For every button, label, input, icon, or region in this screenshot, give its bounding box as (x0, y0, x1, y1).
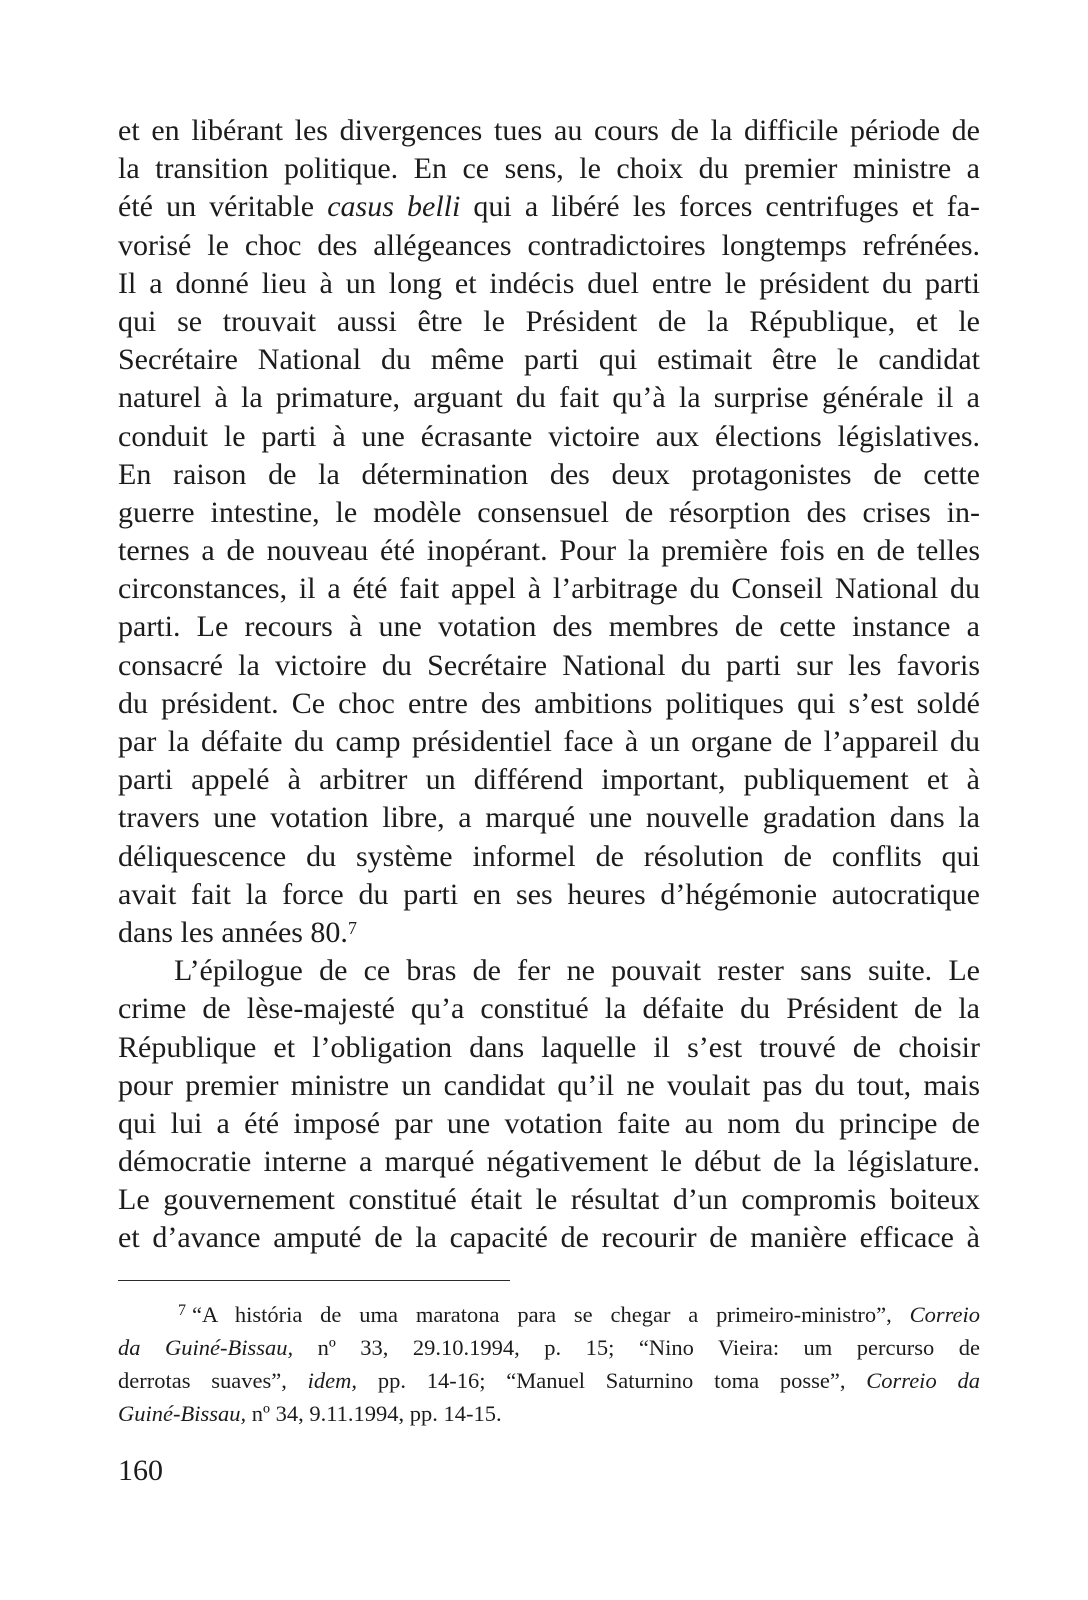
text-line: conduit le parti à une écrasante victoire aux élections législatives. (118, 419, 980, 453)
text-line: du président. Ce choc entre des ambitions politiques qui s’est soldé (118, 686, 980, 720)
footnote (118, 1298, 980, 1430)
text-line: consacré la victoire du Secrétaire National du parti sur les favoris (118, 648, 980, 682)
footnote-line: derrotas suaves”, idem, pp. 14-16; “Manuel Saturnino toma posse”, Correio da (118, 1368, 980, 1393)
text-line: déliquescence du système informel de résolution de conflits qui (118, 839, 980, 873)
footnote-reference[interactable]: 7 (347, 917, 357, 938)
text-line: qui se trouvait aussi être le Président de la République, et le (118, 304, 980, 338)
text-line: et en libérant les divergences tues au cours de la difficile période de (118, 114, 980, 147)
text-line: la transition politique. En ce sens, le choix du premier ministre a (118, 152, 980, 186)
page-number: 160 (118, 1454, 163, 1487)
main-text (118, 112, 980, 1258)
text-line: L’épilogue de ce bras de fer ne pouvait rester sans suite. Le (174, 954, 980, 988)
text-line: qui lui a été imposé par une votation faite au nom du principe de (118, 1106, 980, 1140)
text-line: vorisé le choc des allégeances contradictoires longtemps refrénées. (118, 228, 980, 262)
italic-term: casus belli (327, 190, 461, 224)
text-line: dans les années 80.$^7$ (118, 915, 357, 949)
text-line: Secrétaire National du même parti qui estimait être le candidat (118, 343, 980, 377)
footnote-line: Guiné-Bissau, nº 34, 9.11.1994, pp. 14-15. (118, 1401, 502, 1426)
text-line: guerre intestine, le modèle consensuel de résorption des crises in- (118, 495, 980, 529)
text-line: été un véritable casus belli qui a libéré les forces centrifuges et fa- (118, 190, 980, 224)
footnote-line: $^7$ “A história de uma maratona para se chegar a primeiro-ministro”, Correio (178, 1302, 980, 1327)
footnote-marker: 7 (178, 1302, 186, 1319)
text-line: En raison de la détermination des deux protagonistes de cette (118, 457, 980, 491)
text-line: Le gouvernement constitué était le résultat d’un compromis boiteux (118, 1183, 980, 1217)
text-line: parti. Le recours à une votation des membres de cette instance a (118, 610, 980, 644)
text-line: avait fait la force du parti en ses heures d’hégémonie autocratique (118, 877, 980, 911)
text-line: pour premier ministre un candidat qu’il ne voulait pas du tout, mais (118, 1068, 980, 1102)
text-line: Il a donné lieu à un long et indécis duel entre le président du parti (118, 266, 980, 300)
text-line: démocratie interne a marqué négativement le début de la législature. (118, 1145, 980, 1179)
text-line: naturel à la primature, arguant du fait qu’à la surprise générale il a (118, 381, 980, 415)
footnote-line: da Guiné-Bissau, nº 33, 29.10.1994, p. 15; “Nino Vieira: um percurso de (118, 1335, 980, 1360)
text-line: travers une votation libre, a marqué une nouvelle gradation dans la (118, 801, 980, 835)
footnote-divider (118, 1280, 510, 1281)
text-line: République et l’obligation dans laquelle il s’est trouvé de choisir (118, 1030, 980, 1064)
text-line: par la défaite du camp présidentiel face à un organe de l’appareil du (118, 725, 980, 758)
text-line: circonstances, il a été fait appel à l’arbitrage du Conseil National du (118, 572, 980, 606)
text-line: ternes a de nouveau été inopérant. Pour la première fois en de telles (118, 534, 980, 568)
text-line: et d’avance amputé de la capacité de recourir de manière efficace à (118, 1221, 980, 1255)
text-line: crime de lèse-majesté qu’a constitué la défaite du Président de la (118, 992, 980, 1026)
text-line: parti appelé à arbitrer un différend important, publiquement et à (118, 763, 980, 797)
